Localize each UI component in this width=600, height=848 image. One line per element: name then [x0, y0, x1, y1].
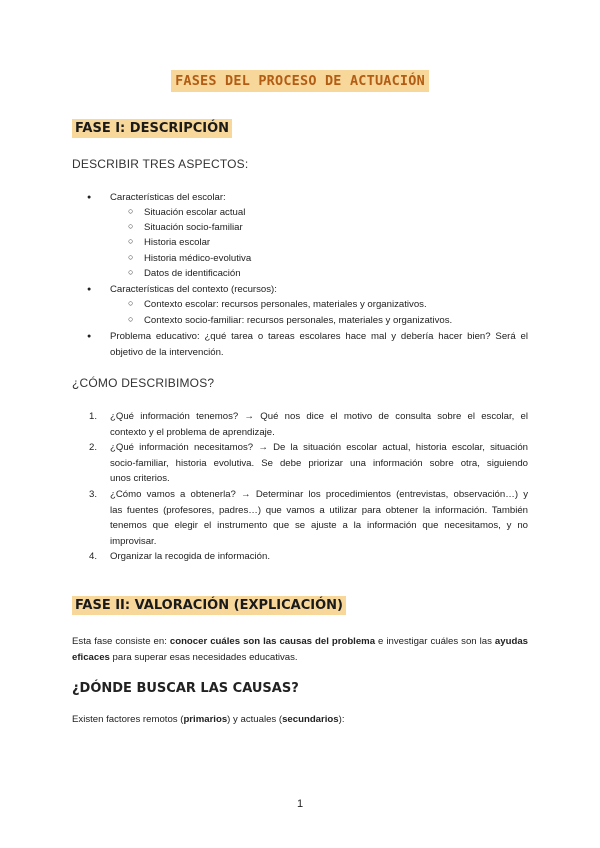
sub-item: ○ Situación escolar actual — [144, 205, 245, 221]
sub-item: ○ Historia escolar — [144, 235, 210, 251]
section-how-we-describe: ¿CÓMO DESCRIBIMOS? — [72, 376, 215, 390]
phase-1-heading: FASE I: DESCRIPCIÓN — [72, 121, 232, 136]
sub-item: ○ Datos de identificación — [144, 266, 241, 282]
sub-item: ○ Situación socio-familiar — [144, 220, 243, 236]
page-number: 1 — [296, 798, 304, 810]
document-title — [0, 72, 600, 90]
sub-item: ○ Historia médico-evolutiva — [144, 251, 251, 267]
section-describe-three-aspects: DESCRIBIR TRES ASPECTOS: — [72, 157, 249, 171]
step-item: 1. ¿Qué información tenemos? → Qué nos dice el motivo de consulta sobre el escolar, el contexto y el problema de aprendizaje. — [89, 411, 528, 438]
bullet-student-characteristics: ● Características del escolar: — [110, 190, 226, 206]
step-item: 4. Organizar la recogida de información. — [89, 551, 270, 562]
bullet-context-characteristics: ● Características del contexto (recursos): — [110, 282, 277, 298]
step-item: 2. ¿Qué información necesitamos? → De la situación escolar actual, historia escolar, situación socio-familiar, historia evolutiva. Se debe priorizar una información sobre otra, siguiendo unos criterios. — [89, 442, 528, 484]
sub-item: ○ Contexto escolar: recursos personales, materiales y organizativos. — [144, 297, 427, 313]
step-item: 3. ¿Cómo vamos a obtenerla? → Determinar los procedimientos (entrevistas, observación…) y las fuentes (profesores, padres…) que vamos a utilizar para obtener la información. También tenemos que elegir el instrumento que se ajuste a la información que necesitamos, y no improvisar. — [89, 489, 528, 547]
bullet-educational-problem: ● Problema educativo: ¿qué tarea o tareas escolares hace mal y debería hacer bien? Será el objetivo de la intervención. — [110, 329, 528, 360]
phase-2-intro: Esta fase consiste en: conocer cuáles son las causas del problema e investigar cuáles son las ayudas eficaces para superar esas necesidades educativas. — [72, 636, 528, 663]
factors-text: Existen factores remotos (primarios) y actuales (secundarios): — [72, 714, 345, 725]
document-title-text: FASES DEL PROCESO DE ACTUACIÓN — [171, 70, 429, 92]
phase-2-heading: FASE II: VALORACIÓN (EXPLICACIÓN) — [72, 598, 346, 613]
section-where-to-find-causes: ¿DÓNDE BUSCAR LAS CAUSAS? — [72, 681, 299, 696]
sub-item: ○ Contexto socio-familiar: recursos personales, materiales y organizativos. — [144, 313, 452, 329]
